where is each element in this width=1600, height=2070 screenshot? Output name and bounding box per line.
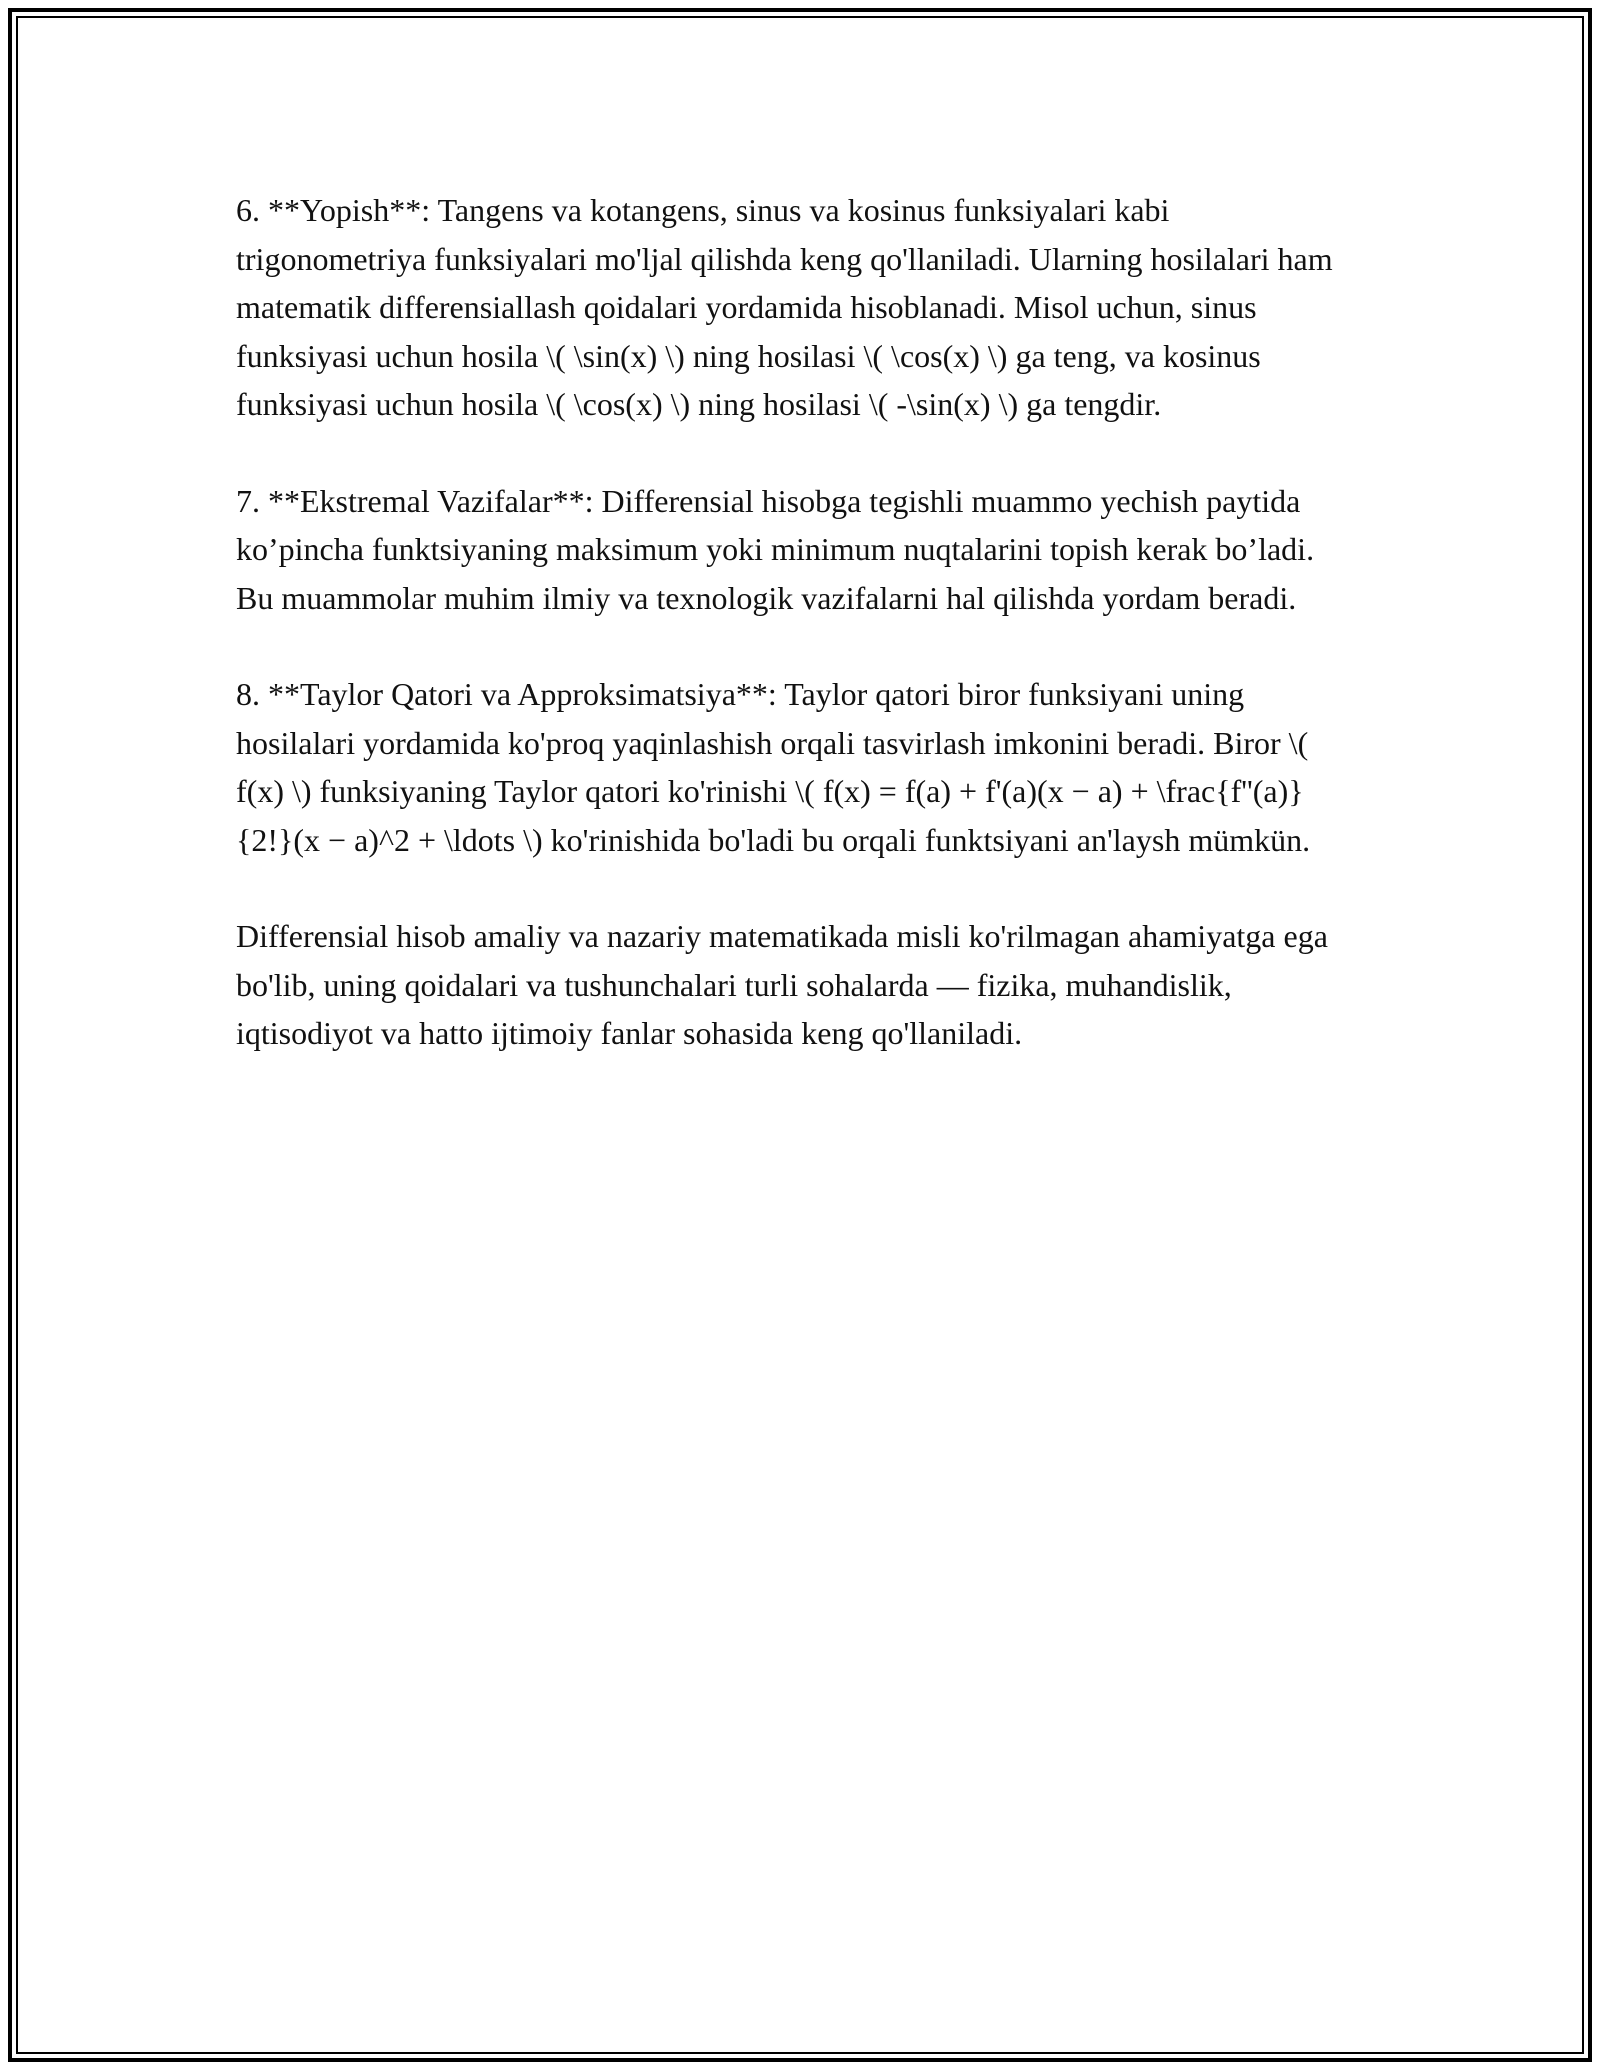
- paragraph-taylor-qatori: 8. **Taylor Qatori va Approksimatsiya**: Taylor qatori biror funksiyani uning hosilalari yordamida ko'proq yaqinlashish orqali tasvirlash imkonini beradi. Biror \( f(x) \) funksiyaning Taylor qatori ko'rinishi \( f(x) = f(a) + f'(a)(x − a) + \frac{f''(a)}{2!}(x − a)^2 + \ldots \) ko'rinishida bo'ladi bu orqali funktsiyani an'laysh mümkün.: [236, 676, 1311, 858]
- paragraph-yopish: 6. **Yopish**: Tangens va kotangens, sinus va kosinus funksiyalari kabi trigonometriya funksiyalari mo'ljal qilishda keng qo'llaniladi. Ularning hosilalari ham matematik differensiallash qoidalari yordamida hisoblanadi. Misol uchun, sinus funksiyasi uchun hosila \( \sin(x) \) ning hosilasi \( \cos(x) \) ga teng, va kosinus funksiyasi uchun hosila \( \cos(x) \) ning hosilasi \( -\sin(x) \) ga tengdir.: [236, 192, 1333, 422]
- paragraph-conclusion: Differensial hisob amaliy va nazariy matematikada misli ko'rilmagan ahamiyatga ega bo'lib, uning qoidalari va tushunchalari turli sohalarda — fizika, muhandislik, iqtisodiyot va hatto ijtimoiy fanlar sohasida keng qo'llaniladi.: [236, 918, 1328, 1051]
- document-body: [236, 186, 1356, 1106]
- paragraph-ekstremal-vazifalar: 7. **Ekstremal Vazifalar**: Differensial hisobga tegishli muammo yechish paytida ko’pincha funktsiyaning maksimum yoki minimum nuqtalarini topish kerak bo’ladi. Bu muammolar muhim ilmiy va texnologik vazifalarni hal qilishda yordam beradi.: [236, 482, 1315, 616]
